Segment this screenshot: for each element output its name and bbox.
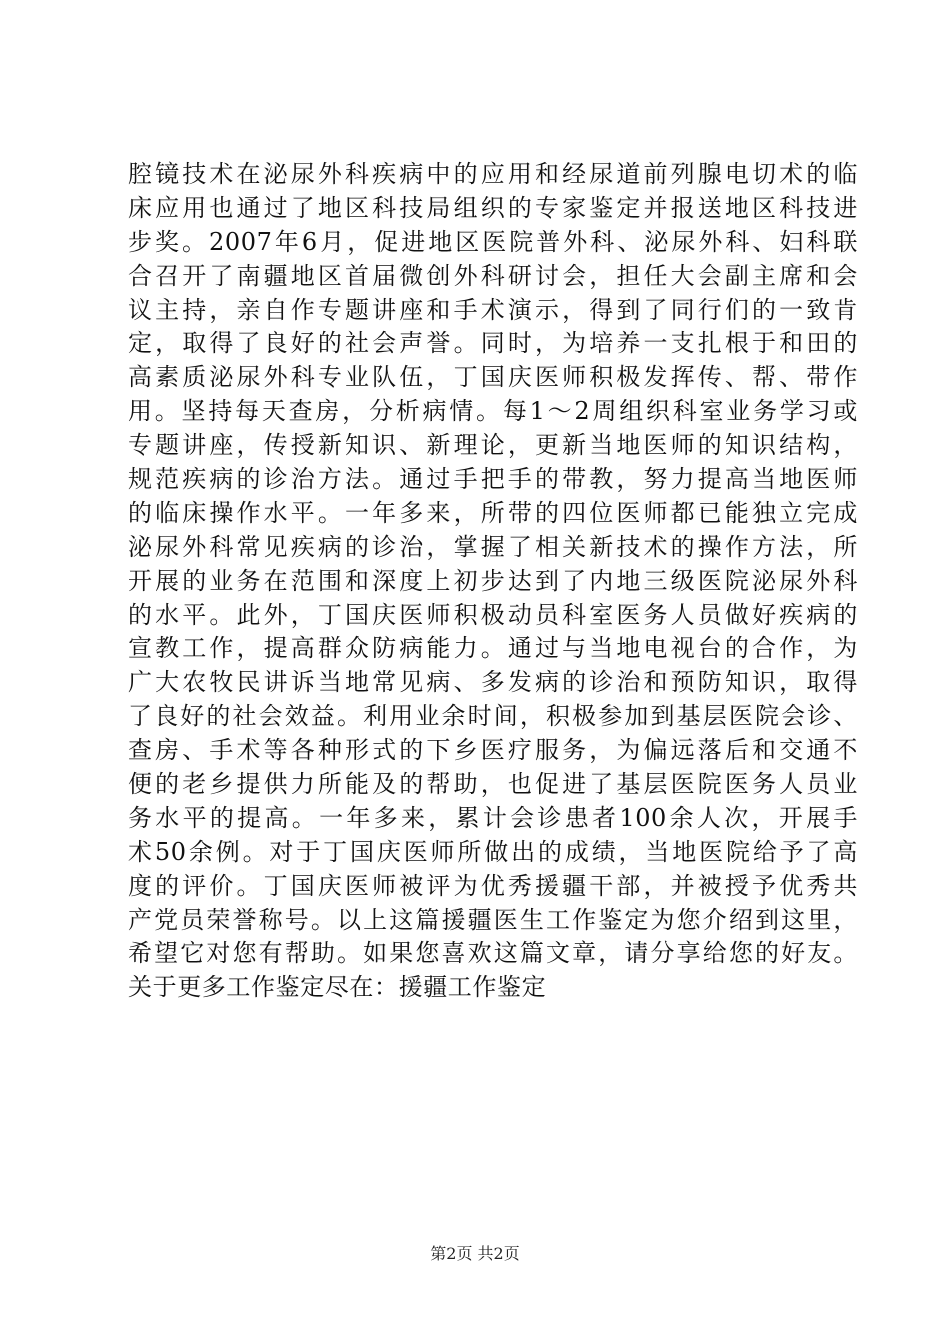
text-line: 高素质泌尿外科专业队伍，丁国庆医师积极发挥传、帮、带作 bbox=[128, 363, 858, 392]
text-line-last: 关于更多工作鉴定尽在：援疆工作鉴定 bbox=[128, 973, 547, 1002]
text-line: 泌尿外科常见疾病的诊治，掌握了相关新技术的操作方法，所 bbox=[128, 532, 858, 561]
text-line: 议主持，亲自作专题讲座和手术演示，得到了同行们的一致肯 bbox=[128, 295, 858, 324]
text-line: 产党员荣誉称号。以上这篇援疆医生工作鉴定为您介绍到这里， bbox=[128, 905, 858, 934]
text-line: 希望它对您有帮助。如果您喜欢这篇文章，请分享给您的好友。 bbox=[128, 939, 858, 968]
text-line: 开展的业务在范围和深度上初步达到了内地三级医院泌尿外科 bbox=[128, 566, 858, 595]
text-line: 便的老乡提供力所能及的帮助，也促进了基层医院医务人员业 bbox=[128, 770, 858, 799]
text-line: 腔镜技术在泌尿外科疾病中的应用和经尿道前列腺电切术的临 bbox=[128, 160, 858, 188]
text-line: 的水平。此外，丁国庆医师积极动员科室医务人员做好疾病的 bbox=[128, 600, 858, 629]
text-line: 务水平的提高。一年多来，累计会诊患者100余人次，开展手 bbox=[128, 803, 858, 832]
text-line: 专题讲座，传授新知识、新理论，更新当地医师的知识结构， bbox=[128, 431, 858, 460]
text-line: 术50余例。对于丁国庆医师所做出的成绩，当地医院给予了高 bbox=[128, 837, 858, 866]
text-line: 度的评价。丁国庆医师被评为优秀援疆干部，并被授予优秀共 bbox=[128, 871, 858, 900]
text-line: 查房、手术等各种形式的下乡医疗服务，为偏远落后和交通不 bbox=[128, 736, 858, 765]
text-line: 定，取得了良好的社会声誉。同时，为培养一支扎根于和田的 bbox=[128, 329, 858, 358]
text-line: 宣教工作，提高群众防病能力。通过与当地电视台的合作，为 bbox=[128, 634, 858, 663]
text-line: 用。坚持每天查房，分析病情。每1～2周组织科室业务学习或 bbox=[128, 397, 858, 426]
text-line: 了良好的社会效益。利用业余时间，积极参加到基层医院会诊、 bbox=[128, 702, 858, 731]
body-text bbox=[128, 158, 858, 1005]
text-line: 床应用也通过了地区科技局组织的专家鉴定并报送地区科技进 bbox=[128, 193, 858, 222]
text-line: 广大农牧民讲诉当地常见病、多发病的诊治和预防知识，取得 bbox=[128, 668, 858, 697]
text-line: 规范疾病的诊治方法。通过手把手的带教，努力提高当地医师 bbox=[128, 465, 858, 494]
text-line: 步奖。2007年6月，促进地区医院普外科、泌尿外科、妇科联 bbox=[128, 227, 858, 256]
page-number-footer: 第2页 共2页 bbox=[430, 1244, 520, 1263]
text-line: 合召开了南疆地区首届微创外科研讨会，担任大会副主席和会 bbox=[128, 261, 858, 290]
text-line: 的临床操作水平。一年多来，所带的四位医师都已能独立完成 bbox=[128, 498, 858, 527]
